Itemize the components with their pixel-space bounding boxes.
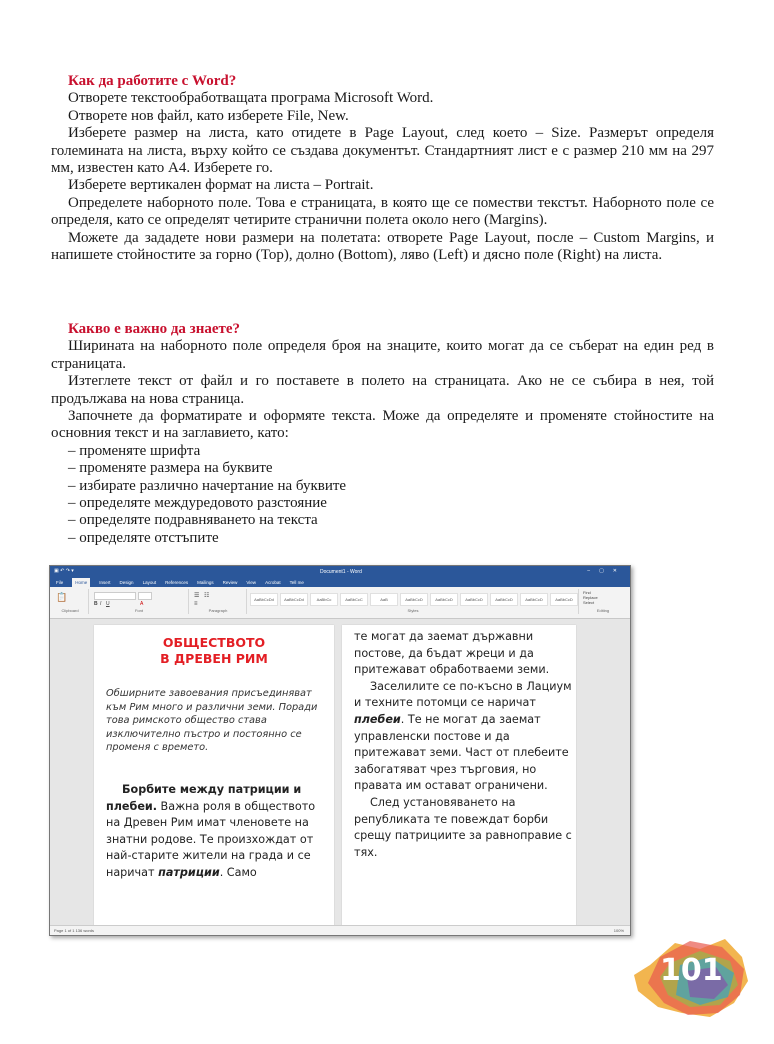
tab-tell-me[interactable]: Tell me xyxy=(289,580,304,585)
document-body-left xyxy=(106,782,328,882)
paste-icon[interactable]: 📋 xyxy=(56,592,68,602)
replace-button[interactable]: Replace xyxy=(583,595,598,600)
font-name-select[interactable] xyxy=(94,592,136,600)
window-title: Document1 - Word xyxy=(320,569,362,575)
body-text: те могат да заемат държавни постове, да бъдат жреци и да притежават обработваеми земи. xyxy=(354,630,550,677)
style-swatch[interactable]: AaBbCcD xyxy=(520,593,548,606)
paragraph: Изберете вертикален формат на листа – Portrait. xyxy=(68,177,374,194)
tab-file[interactable]: File xyxy=(56,580,64,585)
status-bar xyxy=(50,925,630,935)
style-swatch[interactable]: AaBbCcD xyxy=(430,593,458,606)
clipboard-group xyxy=(52,589,89,614)
title-line: В ДРЕВЕН РИМ xyxy=(160,651,268,666)
list-item: – променяте размера на буквите xyxy=(68,460,273,477)
style-swatch[interactable]: AaBbCcD xyxy=(490,593,518,606)
document-body-right xyxy=(354,629,574,861)
document-intro: Обширните завоевания присъединяват към Рим много и различни земи. Поради това римското общество става изключително пъстро и постоянно се променя с времето. xyxy=(106,688,318,753)
document-page-right xyxy=(342,625,576,930)
find-button[interactable]: Find xyxy=(583,590,591,595)
editing-commands xyxy=(583,590,598,605)
document-area[interactable] xyxy=(50,619,630,926)
paragraph: Отворете нов файл, като изберете File, New. xyxy=(68,107,349,124)
underline-icon[interactable]: U xyxy=(106,601,110,607)
tab-design[interactable]: Design xyxy=(119,580,134,585)
bold-lead: Борбите между патриции и плебеи. xyxy=(106,783,302,813)
numbering-icon[interactable]: ☷ xyxy=(204,593,210,599)
list-item: – определяте подравняването на текста xyxy=(68,512,318,529)
section-how-to-work xyxy=(51,73,714,264)
body-text: . Само xyxy=(219,865,257,879)
body-text: Заселилите се по-късно в Лациум и техните потомци се наричат xyxy=(354,679,572,710)
ribbon-tabs xyxy=(50,578,630,587)
tab-home[interactable]: Home xyxy=(72,578,90,587)
group-label: Editing xyxy=(596,608,610,613)
term-plebeians: плебеи xyxy=(354,712,401,726)
styles-gallery xyxy=(250,593,578,606)
group-label: Clipboard xyxy=(61,608,79,613)
font-color-icon[interactable]: A xyxy=(140,601,144,607)
font-size-select[interactable] xyxy=(138,592,152,600)
group-label: Styles xyxy=(407,608,419,613)
tab-references[interactable]: References xyxy=(165,580,189,585)
style-swatch[interactable]: AaB xyxy=(370,593,398,606)
formatting-list xyxy=(51,443,714,547)
ribbon xyxy=(50,587,630,619)
title-line: ОБЩЕСТВОТО xyxy=(162,635,266,650)
word-window-screenshot xyxy=(49,565,631,936)
paragraph: Изтеглете текст от файл и го поставете в полето на страницата. Ако не се събира в нея, той продължава на нова страница. xyxy=(51,373,714,407)
select-button[interactable]: Select xyxy=(583,600,595,605)
bold-icon[interactable]: B xyxy=(94,601,98,607)
zoom-level[interactable]: 100% xyxy=(613,928,624,933)
page-number: 101 xyxy=(660,953,723,988)
tab-acrobat[interactable]: Acrobat xyxy=(265,580,281,585)
style-swatch[interactable]: AaBbCcC xyxy=(340,593,368,606)
paragraph: Ширината на наборното поле определя броя на знаците, които могат да се съберат на един ред в страницата. xyxy=(51,338,714,372)
paragraph: Определете наборното поле. Това е страницата, в която ще се поместви текстът. Наборното поле се определя, като се определят четирите странични полета около него (Margins). xyxy=(51,194,714,229)
document-title xyxy=(94,635,334,667)
style-swatch[interactable]: AaBbCcDd xyxy=(280,593,308,606)
group-label: Font xyxy=(134,608,143,613)
style-swatch[interactable]: AaBbCcD xyxy=(400,593,428,606)
tab-layout[interactable]: Layout xyxy=(142,580,157,585)
style-swatch[interactable]: AaBbCc xyxy=(310,593,338,606)
editing-group xyxy=(580,589,626,614)
paragraph: Отворете текстообработващата програма Microsoft Word. xyxy=(68,90,434,107)
title-bar xyxy=(50,566,630,578)
document-page-left xyxy=(94,625,334,930)
window-controls[interactable]: –▢✕ xyxy=(587,568,626,574)
list-item: – променяте шрифта xyxy=(68,442,201,459)
paragraph: Изберете размер на листа, като отидете в Page Layout, след което – Size. Размерът определя големината на листа, върху който се създава документът. Стандартният лист е с размер 210 мм на 297 мм, известен като А4. Изберете го. xyxy=(51,125,714,177)
style-swatch[interactable]: AaBbCcDd xyxy=(250,593,278,606)
tab-insert[interactable]: Insert xyxy=(99,580,111,585)
font-group xyxy=(90,589,189,614)
list-item: – определяте отстъпите xyxy=(68,529,219,546)
body-text: . Те не могат да заемат управленски постове и да притежават земи. Част от плебеите забогатяват чрез търговия, но правата им остават ограничени. xyxy=(354,712,569,793)
tab-view[interactable]: View xyxy=(246,580,257,585)
paragraph: Започнете да форматирате и оформяте текста. Може да определяте и променяте стойностите на основния текст и на заглавието, като: xyxy=(51,408,714,442)
list-item: – избирате различно начертание на буквите xyxy=(68,477,347,494)
quick-access-toolbar[interactable]: ▣ ↶ ↷ ▾ xyxy=(54,568,74,574)
bullets-icon[interactable]: ☰ xyxy=(194,593,200,599)
body-text: Важна роля в обществото на Древен Рим имат членовете на знатни родове. Те произхождат от най-старите жители на града и се наричат xyxy=(106,799,316,879)
term-patricians: патриции xyxy=(158,865,220,879)
section-heading: Как да работите с Word? xyxy=(68,73,237,89)
paragraph-group xyxy=(190,589,247,614)
body-text: След установяването на републиката те повеждат борби срещу патрициите за равноправие с тях. xyxy=(354,795,572,859)
style-swatch[interactable]: AaBbCcD xyxy=(550,593,578,606)
tab-mailings[interactable]: Mailings xyxy=(197,580,214,585)
list-item: – определяте междуредовото разстояние xyxy=(68,495,327,512)
section-heading: Какво е важно да знаете? xyxy=(68,321,241,337)
style-swatch[interactable]: AaBbCcD xyxy=(460,593,488,606)
group-label: Paragraph xyxy=(208,608,228,613)
status-word-count: Page 1 of 1 136 words xyxy=(54,928,95,933)
styles-group xyxy=(248,589,579,614)
tab-review[interactable]: Review xyxy=(222,580,238,585)
paragraph: Можете да зададете нови размери на полетата: отворете Page Layout, после – Custom Margins, и напишете стойностите за горно (Top), долно (Bottom), ляво (Left) и дясно поле (Right) на листа. xyxy=(51,229,714,264)
italic-icon[interactable]: I xyxy=(100,601,102,607)
align-icon[interactable]: ≡ xyxy=(194,601,198,607)
section-what-to-know xyxy=(51,321,714,547)
